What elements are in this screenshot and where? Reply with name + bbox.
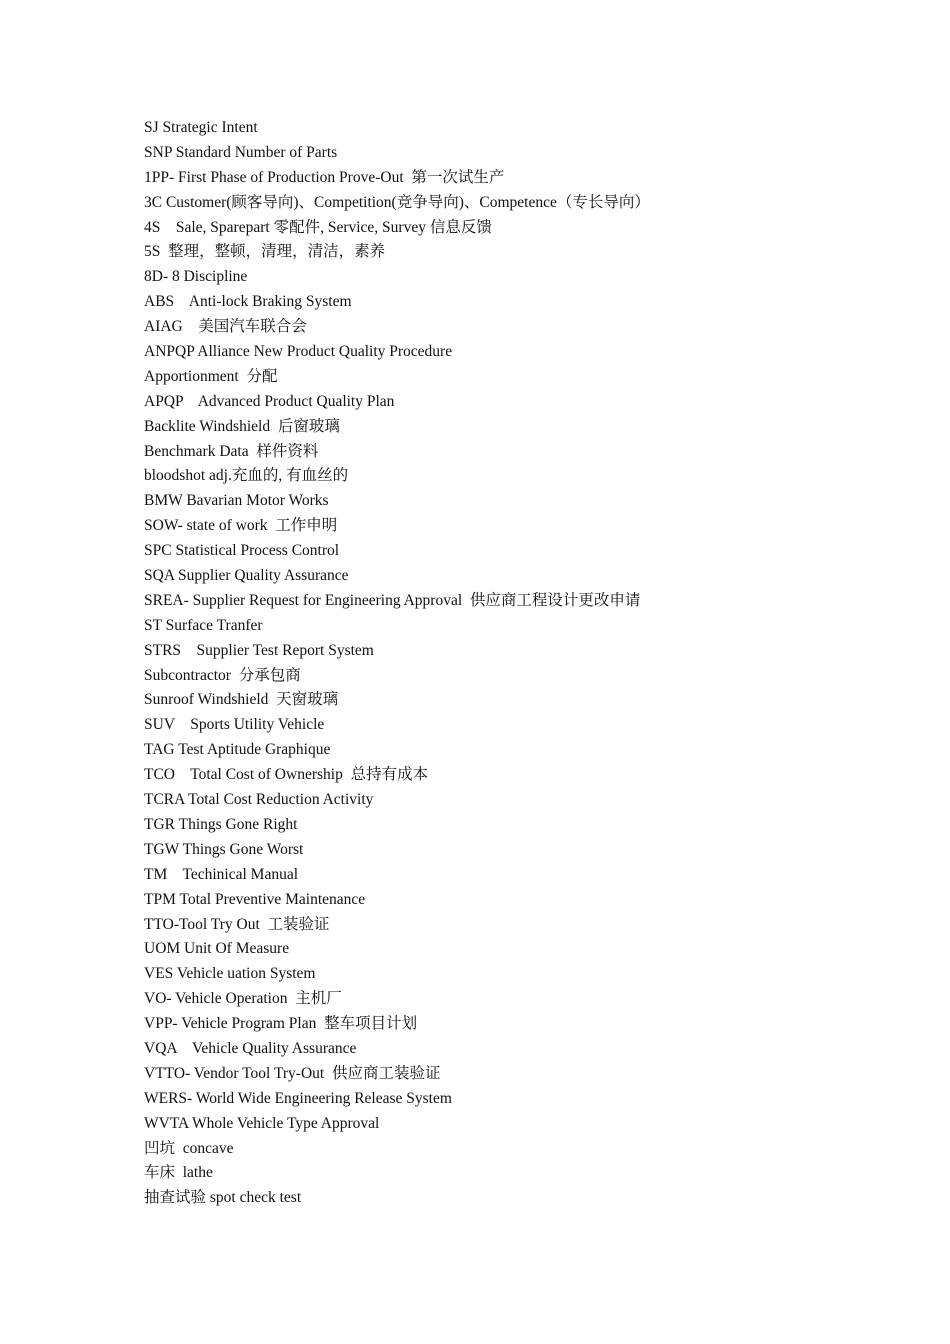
glossary-entry: VES Vehicle uation System xyxy=(144,965,316,983)
glossary-entry: TCO Total Cost of Ownership 总持有成本 xyxy=(144,766,429,784)
glossary-entry: WERS- World Wide Engineering Release System xyxy=(144,1089,452,1107)
glossary-entry: SREA- Supplier Request for Engineering Approval 供应商工程设计更改申请 xyxy=(144,591,641,609)
glossary-entry: 车床 lathe xyxy=(144,1164,213,1182)
glossary-entry: 凹坑 concave xyxy=(144,1139,234,1157)
glossary-entry: Benchmark Data 样件资料 xyxy=(144,442,319,460)
glossary-entry: APQP Advanced Product Quality Plan xyxy=(144,392,395,410)
glossary-entry: AIAG 美国汽车联合会 xyxy=(144,318,307,336)
glossary-entry: TGR Things Gone Right xyxy=(144,815,298,833)
glossary-entry: UOM Unit Of Measure xyxy=(144,940,290,958)
glossary-entry: VPP- Vehicle Program Plan 整车项目计划 xyxy=(144,1015,418,1033)
glossary-entry: SUV Sports Utility Vehicle xyxy=(144,716,325,734)
glossary-entry: 1PP- First Phase of Production Prove-Out 第一次试生产 xyxy=(144,168,505,186)
glossary-entry: ABS Anti-lock Braking System xyxy=(144,293,352,311)
glossary-entry: 5S 整理，整顿，清理，清洁，素养 xyxy=(144,243,386,261)
glossary-entry: Subcontractor 分承包商 xyxy=(144,666,301,684)
glossary-entry: 4S Sale, Sparepart 零配件, Service, Survey 信息反馈 xyxy=(144,218,492,236)
glossary-entry: TM Techinical Manual xyxy=(144,865,299,883)
glossary-entry: STRS Supplier Test Report System xyxy=(144,641,374,659)
glossary-entry: TGW Things Gone Worst xyxy=(144,840,304,858)
glossary-entry: TTO-Tool Try Out 工装验证 xyxy=(144,915,330,933)
glossary-entry: TPM Total Preventive Maintenance xyxy=(144,890,366,908)
glossary-entry: SNP Standard Number of Parts xyxy=(144,143,338,161)
glossary-entry: SJ Strategic Intent xyxy=(144,119,258,136)
glossary-entry: bloodshot adj.充血的, 有血丝的 xyxy=(144,467,349,485)
glossary-entry: VQA Vehicle Quality Assurance xyxy=(144,1039,357,1057)
glossary-entry: SQA Supplier Quality Assurance xyxy=(144,567,349,585)
glossary-entry: 8D- 8 Discipline xyxy=(144,268,248,286)
glossary-entry: TCRA Total Cost Reduction Activity xyxy=(144,791,374,809)
glossary-entry: Apportionment 分配 xyxy=(144,367,278,385)
glossary-entry: Backlite Windshield 后窗玻璃 xyxy=(144,417,340,435)
glossary-entry: VO- Vehicle Operation 主机厂 xyxy=(144,990,342,1008)
glossary-entry: 抽查试验 spot check test xyxy=(144,1189,302,1207)
glossary-entry: SOW- state of work 工作申明 xyxy=(144,517,338,535)
glossary-entry: WVTA Whole Vehicle Type Approval xyxy=(144,1114,380,1132)
glossary-entry: ANPQP Alliance New Product Quality Procedure xyxy=(144,343,453,361)
glossary-entry: ST Surface Tranfer xyxy=(144,616,263,634)
glossary-entry: SPC Statistical Process Control xyxy=(144,542,340,560)
glossary-entry: Sunroof Windshield 天窗玻璃 xyxy=(144,691,339,709)
glossary-entry: 3C Customer(顾客导向)、Competition(竞争导向)、Competence（专长导向） xyxy=(144,193,650,211)
glossary-entry: TAG Test Aptitude Graphique xyxy=(144,741,331,759)
glossary-list xyxy=(144,116,904,1211)
glossary-entry: BMW Bavarian Motor Works xyxy=(144,492,329,510)
glossary-entry: VTTO- Vendor Tool Try-Out 供应商工装验证 xyxy=(144,1064,441,1082)
